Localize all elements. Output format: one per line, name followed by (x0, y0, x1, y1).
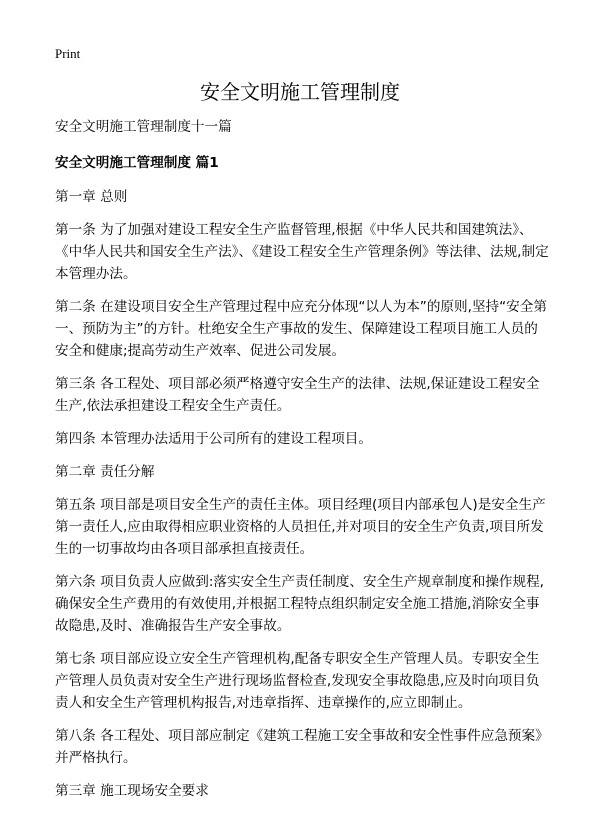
document-body (55, 116, 550, 813)
article-2: 第二条 在建设项目安全生产管理过程中应充分体现“以人为本”的原则,坚持“安全第一、预防为主”的方针。杜绝安全生产事故的发生、保障建设工程项目施工人员的安全和健康;提高劳动生产效率、促进公司发展。 (55, 299, 547, 359)
chapter-heading-3: 第三章 施工现场安全要求 (55, 783, 209, 799)
article-8: 第八条 各工程处、项目部应制定《建筑工程施工安全事故和安全性事件应急预案》并严格执行。 (55, 728, 549, 766)
print-link[interactable]: Print (55, 46, 81, 61)
article-7: 第七条 项目部应设立安全生产管理机构,配备专职安全生产管理人员。专职安全生产管理人员负责对安全生产进行现场监督检查,发现安全事故隐患,应及时向项目负责人和安全生产管理机构报告,对违章指挥、违章操作的,应立即制止。 (55, 651, 540, 711)
article-3: 第三条 各工程处、项目部必须严格遵守安全生产的法律、法规,保证建设工程安全生产,依法承担建设工程安全生产责任。 (55, 376, 540, 414)
article-4: 第四条 本管理办法适用于公司所有的建设工程项目。 (55, 431, 372, 447)
article-5: 第五条 项目部是项目安全生产的责任主体。项目经理(项目内部承包人)是安全生产第一责任人,应由取得相应职业资格的人员担任,并对项目的安全生产负责,项目所发生的一切事故均由各项目部承担直接责任。 (55, 497, 546, 557)
chapter-heading-1: 第一章 总则 (55, 189, 128, 205)
document-subtitle: 安全文明施工管理制度十一篇 (55, 119, 232, 135)
document-title: 安全文明施工管理制度 (200, 80, 400, 104)
article-1: 第一条 为了加强对建设工程安全生产监督管理,根据《中华人民共和国建筑法》、《中华人民共和国安全生产法》、《建设工程安全生产管理条例》等法律、法规,制定本管理办法。 (55, 222, 549, 282)
article-6: 第六条 项目负责人应做到:落实安全生产责任制度、安全生产规章制度和操作规程,确保安全生产费用的有效使用,并根据工程特点组织制定安全施工措施,消除安全事故隐患,及时、准确报告生产安全事故。 (55, 574, 545, 634)
chapter-heading-2: 第二章 责任分解 (55, 464, 155, 480)
section-title: 安全文明施工管理制度 篇1 (55, 155, 219, 171)
